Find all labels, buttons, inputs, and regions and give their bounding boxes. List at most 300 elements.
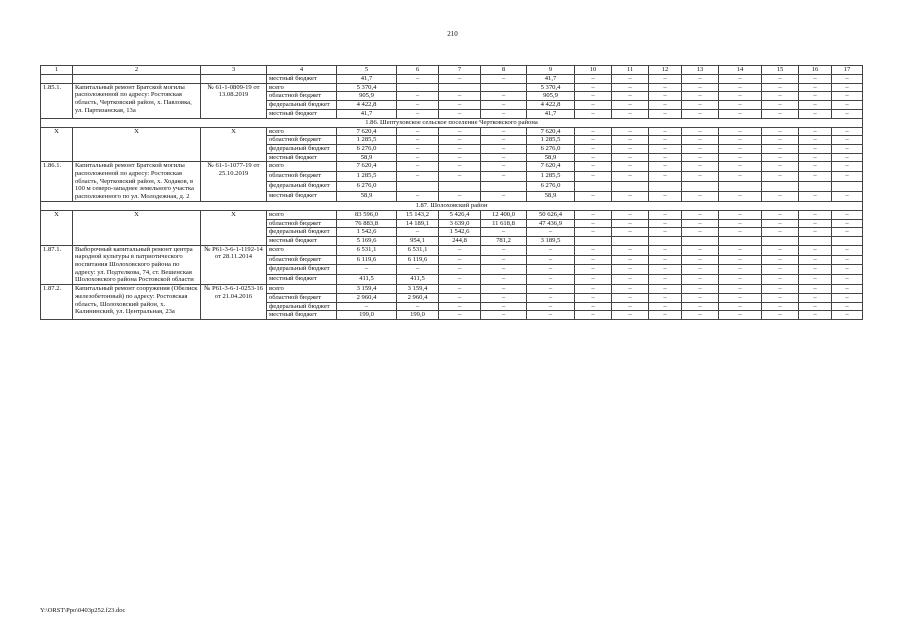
amount-col-8	[481, 83, 527, 92]
table-row	[41, 127, 863, 136]
amount-col-12: –	[649, 293, 682, 302]
column-number-header: 12	[649, 66, 682, 75]
amount-col-10: –	[575, 302, 612, 311]
amount-col-9: 50 626,4	[527, 210, 575, 219]
item-description: Выборочный капитальный ремонт центра народной культуры в патриотического воспитания Шолоховского района по адресу: ул. Подтелкова, 74, ст. Вешенская Шолоховского района Ростовской области	[73, 245, 201, 285]
table-row	[41, 245, 863, 255]
amount-col-10: –	[575, 219, 612, 228]
amount-col-11: –	[612, 153, 649, 162]
amount-col-6: 199,0	[397, 311, 439, 320]
amount-col-6: 3 159,4	[397, 285, 439, 294]
amount-col-8: –	[481, 255, 527, 265]
amount-col-14: –	[719, 228, 762, 237]
amount-col-9: 58,9	[527, 153, 575, 162]
amount-col-15: –	[762, 83, 799, 92]
amount-col-11: –	[612, 83, 649, 92]
amount-total: 6 276,0	[337, 182, 397, 192]
amount-col-13: –	[682, 255, 719, 265]
amount-total: 1 285,5	[337, 136, 397, 145]
amount-col-14: –	[719, 285, 762, 294]
amount-col-7: –	[439, 191, 481, 201]
amount-col-9: –	[527, 311, 575, 320]
amount-total: 76 883,8	[337, 219, 397, 228]
amount-col-8: –	[481, 172, 527, 182]
amount-col-9: 58,9	[527, 191, 575, 201]
amount-col-15: –	[762, 219, 799, 228]
amount-col-12: –	[649, 92, 682, 101]
amount-col-16: –	[799, 101, 832, 110]
amount-col-17: –	[832, 275, 863, 285]
amount-col-10: –	[575, 75, 612, 84]
amount-col-12: –	[649, 265, 682, 275]
amount-col-15: –	[762, 302, 799, 311]
amount-col-6: 6 119,6	[397, 255, 439, 265]
amount-col-6: –	[397, 153, 439, 162]
amount-col-13: –	[682, 285, 719, 294]
header-row	[41, 66, 863, 75]
amount-col-9: 7 620,4	[527, 162, 575, 172]
amount-col-17: –	[832, 109, 863, 118]
funding-source-label: областной бюджет	[267, 172, 337, 182]
amount-col-8: –	[481, 144, 527, 153]
amount-col-13: –	[682, 101, 719, 110]
amount-col-7: 1 542,6	[439, 228, 481, 237]
amount-col-13: –	[682, 311, 719, 320]
amount-col-7: –	[439, 275, 481, 285]
amount-col-12: –	[649, 162, 682, 172]
amount-col-9: –	[527, 285, 575, 294]
amount-col-8	[481, 182, 527, 192]
item-description: X	[73, 127, 201, 162]
page-number: 210	[447, 30, 458, 38]
amount-col-17: –	[832, 219, 863, 228]
amount-total: 3 159,4	[337, 285, 397, 294]
amount-col-12: –	[649, 109, 682, 118]
amount-total: 1 542,6	[337, 228, 397, 237]
amount-col-6: –	[397, 162, 439, 172]
amount-col-17	[832, 236, 863, 245]
amount-col-17	[832, 182, 863, 192]
amount-col-8: –	[481, 136, 527, 145]
amount-col-15	[762, 182, 799, 192]
amount-col-8: –	[481, 162, 527, 172]
funding-source-label: местный бюджет	[267, 236, 337, 245]
amount-col-15: –	[762, 92, 799, 101]
item-number	[41, 75, 73, 84]
amount-col-13: –	[682, 127, 719, 136]
amount-col-17: –	[832, 92, 863, 101]
amount-col-10: –	[575, 191, 612, 201]
document-number: № 61-1-0809-19 от 13.08.2019	[201, 83, 267, 118]
amount-col-9: –	[527, 228, 575, 237]
amount-col-11: –	[612, 210, 649, 219]
amount-col-12: –	[649, 275, 682, 285]
item-description: Капитальный ремонт сооружения (Обелиск железобетонный) по адресу: Ростовская область, Шолоховский район, х. Калининский, ул. Центральная, 23а	[73, 285, 201, 320]
amount-col-14: –	[719, 275, 762, 285]
table-row	[41, 83, 863, 92]
amount-col-7: –	[439, 101, 481, 110]
amount-col-6: 411,5	[397, 275, 439, 285]
amount-col-17: –	[832, 172, 863, 182]
amount-col-7: –	[439, 75, 481, 84]
amount-col-14: –	[719, 75, 762, 84]
amount-col-7: –	[439, 293, 481, 302]
footer-file-path: Y:\ORST\Ppo\0403p252.f23.doc	[40, 607, 126, 614]
amount-col-13: –	[682, 191, 719, 201]
amount-col-6: –	[397, 265, 439, 275]
amount-col-17: –	[832, 285, 863, 294]
funding-source-label: местный бюджет	[267, 275, 337, 285]
amount-col-9: 1 285,5	[527, 172, 575, 182]
amount-col-11	[612, 182, 649, 192]
section-row	[41, 118, 863, 127]
amount-col-12: –	[649, 136, 682, 145]
amount-col-17: –	[832, 191, 863, 201]
amount-col-12: –	[649, 245, 682, 255]
amount-col-7: –	[439, 144, 481, 153]
amount-total: 7 620,4	[337, 162, 397, 172]
column-number-header: 2	[73, 66, 201, 75]
amount-col-12: –	[649, 172, 682, 182]
amount-col-17: –	[832, 302, 863, 311]
amount-col-8: –	[481, 75, 527, 84]
amount-total: 58,9	[337, 153, 397, 162]
column-number-header: 10	[575, 66, 612, 75]
amount-col-13: –	[682, 219, 719, 228]
funding-source-label: местный бюджет	[267, 191, 337, 201]
amount-col-6: 15 143,2	[397, 210, 439, 219]
amount-col-13: –	[682, 109, 719, 118]
amount-total: 5 370,4	[337, 83, 397, 92]
amount-col-11: –	[612, 255, 649, 265]
table-row	[41, 210, 863, 219]
amount-col-7: –	[439, 265, 481, 275]
amount-col-15: –	[762, 228, 799, 237]
amount-col-15: –	[762, 162, 799, 172]
amount-col-8: –	[481, 127, 527, 136]
amount-col-15: –	[762, 109, 799, 118]
amount-col-15: –	[762, 210, 799, 219]
amount-col-9: 1 285,5	[527, 136, 575, 145]
amount-col-7: –	[439, 255, 481, 265]
amount-col-15: –	[762, 255, 799, 265]
amount-col-17: –	[832, 265, 863, 275]
amount-col-14: –	[719, 136, 762, 145]
amount-total: 199,0	[337, 311, 397, 320]
amount-col-10: –	[575, 293, 612, 302]
funding-source-label: областной бюджет	[267, 219, 337, 228]
amount-col-9: 47 436,9	[527, 219, 575, 228]
amount-col-6	[397, 83, 439, 92]
amount-total: 1 285,5	[337, 172, 397, 182]
amount-col-14	[719, 182, 762, 192]
funding-source-label: всего	[267, 127, 337, 136]
amount-col-16: –	[799, 83, 832, 92]
amount-total: 41,7	[337, 75, 397, 84]
amount-col-15: –	[762, 75, 799, 84]
amount-col-15: –	[762, 275, 799, 285]
column-number-header: 5	[337, 66, 397, 75]
amount-col-8: –	[481, 101, 527, 110]
amount-col-11: –	[612, 144, 649, 153]
amount-col-17: –	[832, 101, 863, 110]
amount-col-9: 6 276,0	[527, 182, 575, 192]
amount-col-10: –	[575, 265, 612, 275]
amount-col-15: –	[762, 136, 799, 145]
amount-col-7: –	[439, 245, 481, 255]
amount-col-10: –	[575, 245, 612, 255]
amount-col-16: –	[799, 311, 832, 320]
funding-source-label: всего	[267, 83, 337, 92]
amount-col-13: –	[682, 172, 719, 182]
amount-col-13: –	[682, 162, 719, 172]
amount-col-16: –	[799, 75, 832, 84]
section-row	[41, 201, 863, 210]
amount-col-6: –	[397, 302, 439, 311]
amount-col-14: –	[719, 101, 762, 110]
amount-col-10	[575, 236, 612, 245]
amount-col-6: 2 960,4	[397, 293, 439, 302]
amount-total: 58,9	[337, 191, 397, 201]
document-number: № Р61-3-6-1-1192-14 от 28.11.2014	[201, 245, 267, 285]
amount-col-6: –	[397, 101, 439, 110]
amount-col-11: –	[612, 302, 649, 311]
amount-col-10: –	[575, 153, 612, 162]
column-number-header: 14	[719, 66, 762, 75]
amount-col-15: –	[762, 144, 799, 153]
amount-col-12: –	[649, 219, 682, 228]
amount-col-13	[682, 182, 719, 192]
amount-col-17: –	[832, 245, 863, 255]
funding-source-label: федеральный бюджет	[267, 182, 337, 192]
item-description: Капитальный ремонт Братской могилы расположенной по адресу: Ростовская область, Чертковский район, х. Павловка, ул. Партизанская, 13а	[73, 83, 201, 118]
amount-col-11: –	[612, 191, 649, 201]
amount-total: 4 422,8	[337, 101, 397, 110]
amount-col-14: –	[719, 191, 762, 201]
column-number-header: 3	[201, 66, 267, 75]
amount-col-8: –	[481, 245, 527, 255]
amount-col-11: –	[612, 75, 649, 84]
amount-col-16: –	[799, 219, 832, 228]
funding-source-label: всего	[267, 285, 337, 294]
amount-col-17: –	[832, 144, 863, 153]
amount-col-12: –	[649, 101, 682, 110]
amount-col-8: 11 618,8	[481, 219, 527, 228]
amount-col-16: –	[799, 302, 832, 311]
amount-col-16: –	[799, 275, 832, 285]
amount-col-14: –	[719, 219, 762, 228]
funding-source-label: всего	[267, 210, 337, 219]
item-number: X	[41, 127, 73, 162]
amount-total: 905,9	[337, 92, 397, 101]
amount-col-16: –	[799, 210, 832, 219]
amount-col-11: –	[612, 101, 649, 110]
amount-col-15: –	[762, 172, 799, 182]
item-number: 1.85.1.	[41, 83, 73, 118]
amount-col-10: –	[575, 136, 612, 145]
amount-col-17: –	[832, 210, 863, 219]
amount-col-11: –	[612, 109, 649, 118]
amount-col-10: –	[575, 228, 612, 237]
amount-col-16: –	[799, 92, 832, 101]
amount-col-12: –	[649, 153, 682, 162]
amount-col-13: –	[682, 136, 719, 145]
column-number-header: 11	[612, 66, 649, 75]
document-number: X	[201, 210, 267, 245]
amount-col-11: –	[612, 228, 649, 237]
table-row	[41, 162, 863, 172]
amount-col-17: –	[832, 228, 863, 237]
funding-source-label: федеральный бюджет	[267, 302, 337, 311]
amount-col-6: 954,1	[397, 236, 439, 245]
amount-col-7: 5 426,4	[439, 210, 481, 219]
amount-col-11: –	[612, 136, 649, 145]
amount-col-6	[397, 182, 439, 192]
item-description	[73, 75, 201, 84]
amount-col-10: –	[575, 92, 612, 101]
amount-col-10: –	[575, 127, 612, 136]
amount-col-6: –	[397, 136, 439, 145]
table-row	[41, 75, 863, 84]
amount-col-7	[439, 83, 481, 92]
amount-col-16: –	[799, 285, 832, 294]
amount-col-7: –	[439, 172, 481, 182]
amount-col-16: –	[799, 191, 832, 201]
amount-col-10: –	[575, 275, 612, 285]
amount-col-14: –	[719, 127, 762, 136]
amount-total: 83 596,0	[337, 210, 397, 219]
amount-col-8: –	[481, 265, 527, 275]
amount-col-8: –	[481, 311, 527, 320]
amount-col-6: –	[397, 228, 439, 237]
amount-col-16: –	[799, 144, 832, 153]
amount-col-7: –	[439, 285, 481, 294]
amount-col-6: –	[397, 92, 439, 101]
amount-col-6: –	[397, 127, 439, 136]
funding-source-label: областной бюджет	[267, 293, 337, 302]
amount-col-13: –	[682, 83, 719, 92]
funding-source-label: всего	[267, 162, 337, 172]
amount-col-7: –	[439, 153, 481, 162]
amount-col-14: –	[719, 162, 762, 172]
amount-col-11: –	[612, 127, 649, 136]
amount-col-8: –	[481, 275, 527, 285]
amount-col-11: –	[612, 311, 649, 320]
amount-col-12: –	[649, 127, 682, 136]
amount-col-12: –	[649, 228, 682, 237]
amount-total: 7 620,4	[337, 127, 397, 136]
funding-source-label: областной бюджет	[267, 255, 337, 265]
amount-col-15: –	[762, 285, 799, 294]
amount-col-10: –	[575, 311, 612, 320]
amount-col-15: –	[762, 153, 799, 162]
amount-total: 6 276,0	[337, 144, 397, 153]
amount-col-9: 4 422,8	[527, 101, 575, 110]
amount-col-15: –	[762, 101, 799, 110]
column-number-header: 15	[762, 66, 799, 75]
amount-col-10: –	[575, 83, 612, 92]
funding-source-label: федеральный бюджет	[267, 265, 337, 275]
amount-col-17: –	[832, 153, 863, 162]
amount-col-8: 12 400,0	[481, 210, 527, 219]
amount-col-15: –	[762, 311, 799, 320]
amount-col-17: –	[832, 162, 863, 172]
amount-col-17: –	[832, 293, 863, 302]
amount-col-9: 7 620,4	[527, 127, 575, 136]
amount-col-10: –	[575, 210, 612, 219]
amount-col-11: –	[612, 245, 649, 255]
funding-source-label: областной бюджет	[267, 92, 337, 101]
column-number-header: 17	[832, 66, 863, 75]
amount-col-7: –	[439, 127, 481, 136]
amount-col-8: –	[481, 153, 527, 162]
amount-col-16	[799, 236, 832, 245]
amount-col-16: –	[799, 109, 832, 118]
amount-col-12	[649, 182, 682, 192]
section-title: 1.87. Шолоховский район	[41, 201, 863, 210]
amount-col-16: –	[799, 293, 832, 302]
amount-col-17: –	[832, 83, 863, 92]
amount-col-11: –	[612, 219, 649, 228]
amount-col-14: –	[719, 265, 762, 275]
amount-col-17: –	[832, 311, 863, 320]
amount-col-13: –	[682, 92, 719, 101]
amount-total: 2 960,4	[337, 293, 397, 302]
amount-col-8: –	[481, 92, 527, 101]
amount-col-6: –	[397, 172, 439, 182]
column-number-header: 8	[481, 66, 527, 75]
funding-source-label: местный бюджет	[267, 75, 337, 84]
amount-col-13: –	[682, 210, 719, 219]
amount-col-9: –	[527, 265, 575, 275]
amount-total: 5 169,6	[337, 236, 397, 245]
amount-total: –	[337, 265, 397, 275]
item-number: 1.86.1.	[41, 162, 73, 202]
amount-col-12: –	[649, 75, 682, 84]
amount-col-12: –	[649, 144, 682, 153]
column-number-header: 4	[267, 66, 337, 75]
amount-col-16: –	[799, 245, 832, 255]
amount-col-9: 6 276,0	[527, 144, 575, 153]
amount-col-11: –	[612, 162, 649, 172]
amount-col-13: –	[682, 275, 719, 285]
amount-col-13: –	[682, 302, 719, 311]
amount-col-6: 6 531,1	[397, 245, 439, 255]
amount-col-15: –	[762, 245, 799, 255]
funding-source-label: местный бюджет	[267, 109, 337, 118]
amount-col-7: –	[439, 162, 481, 172]
amount-col-15: –	[762, 127, 799, 136]
amount-col-10: –	[575, 109, 612, 118]
amount-col-9: 41,7	[527, 109, 575, 118]
amount-col-15: –	[762, 265, 799, 275]
amount-total: 6 119,6	[337, 255, 397, 265]
amount-col-9: 3 189,5	[527, 236, 575, 245]
amount-col-14: –	[719, 92, 762, 101]
amount-col-14: –	[719, 210, 762, 219]
amount-col-7: –	[439, 136, 481, 145]
item-number: 1.87.2.	[41, 285, 73, 320]
amount-col-6: –	[397, 144, 439, 153]
amount-col-9: –	[527, 245, 575, 255]
amount-col-9: 41,7	[527, 75, 575, 84]
amount-col-11: –	[612, 172, 649, 182]
amount-col-10: –	[575, 101, 612, 110]
amount-col-16: –	[799, 162, 832, 172]
amount-col-14	[719, 236, 762, 245]
amount-col-14: –	[719, 255, 762, 265]
amount-col-17: –	[832, 255, 863, 265]
